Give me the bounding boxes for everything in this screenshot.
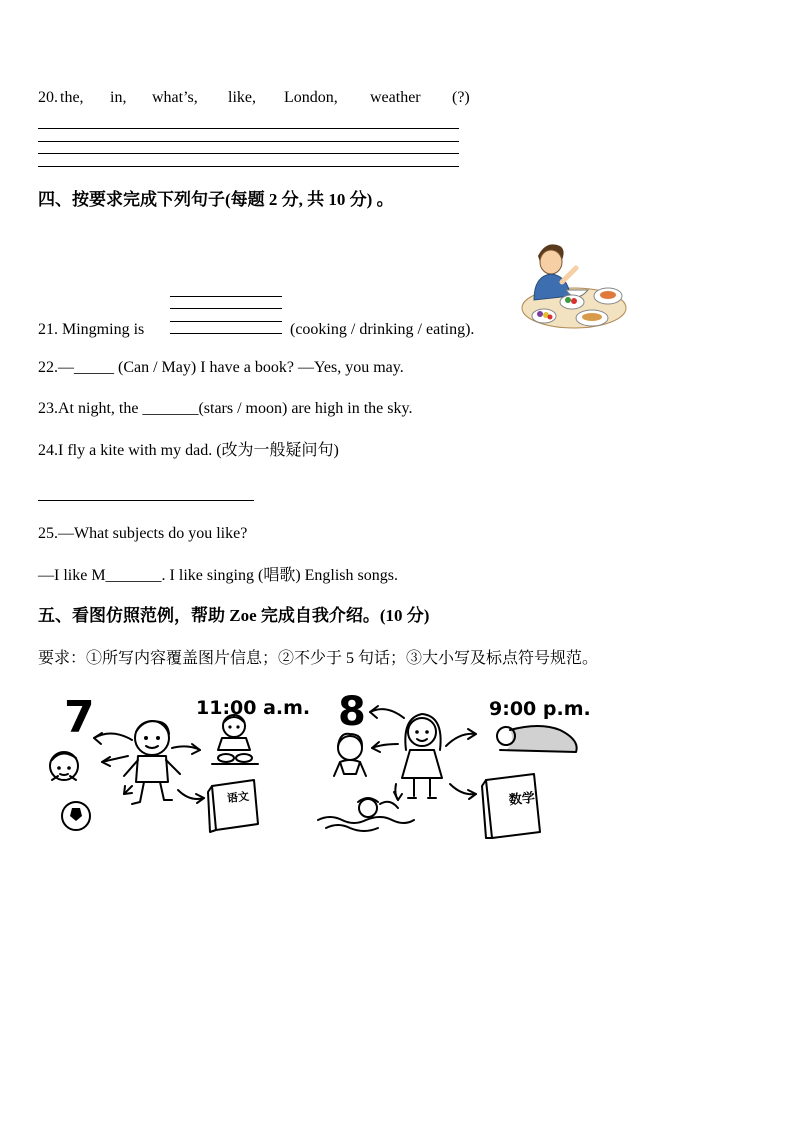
age-number: 7 xyxy=(64,692,95,743)
girl-activities-illustration xyxy=(310,688,590,842)
q20-word: in, xyxy=(110,89,127,106)
section-5-requirement: 要求：①所写内容覆盖图片信息；②不少于 5 句话；③大小写及标点符号规范。 xyxy=(38,650,599,667)
q20-word: (?) xyxy=(452,89,470,106)
q21-prefix: 21. Mingming is xyxy=(38,321,145,338)
answer-line[interactable] xyxy=(170,296,282,297)
section-4-heading: 四、按要求完成下列句子(每题 2 分, 共 10 分) 。 xyxy=(38,190,394,209)
boy-activities-illustration xyxy=(40,690,300,840)
question-25-answer: —I like M_______. I like singing (唱歌) English songs. xyxy=(38,567,398,584)
question-24: 24.I fly a kite with my dad. (改为一般疑问句) xyxy=(38,442,339,459)
boy-eating-illustration xyxy=(516,238,626,330)
q20-word: like, xyxy=(228,89,256,106)
answer-line[interactable] xyxy=(38,141,459,142)
q21-suffix: (cooking / drinking / eating). xyxy=(290,321,475,338)
q20-number: 20. xyxy=(38,89,58,106)
q20-word: what’s, xyxy=(152,89,198,106)
answer-line[interactable] xyxy=(38,166,459,167)
book-label: 数学 xyxy=(508,790,536,809)
age-number: 8 xyxy=(338,689,366,735)
question-23: 23.At night, the _______(stars / moon) are high in the sky. xyxy=(38,400,413,417)
q20-word: weather xyxy=(370,89,421,106)
question-22: 22.—_____ (Can / May) I have a book? —Yes, you may. xyxy=(38,359,404,376)
book-label: 语文 xyxy=(226,789,250,806)
answer-line[interactable] xyxy=(170,308,282,309)
answer-line[interactable] xyxy=(38,153,459,154)
time-label: 11:00 a.m. xyxy=(196,697,311,719)
question-20 xyxy=(38,88,478,108)
q20-word: London, xyxy=(284,89,338,106)
time-label: 9:00 p.m. xyxy=(489,698,591,720)
answer-line[interactable] xyxy=(38,500,254,501)
q20-word: the, xyxy=(60,89,84,106)
answer-line[interactable] xyxy=(38,128,459,129)
question-25: 25.—What subjects do you like? xyxy=(38,525,248,542)
answer-line[interactable] xyxy=(170,333,282,334)
answer-line[interactable] xyxy=(170,321,282,322)
section-5-heading: 五、看图仿照范例，帮助 Zoe 完成自我介绍。(10 分) xyxy=(38,606,430,625)
